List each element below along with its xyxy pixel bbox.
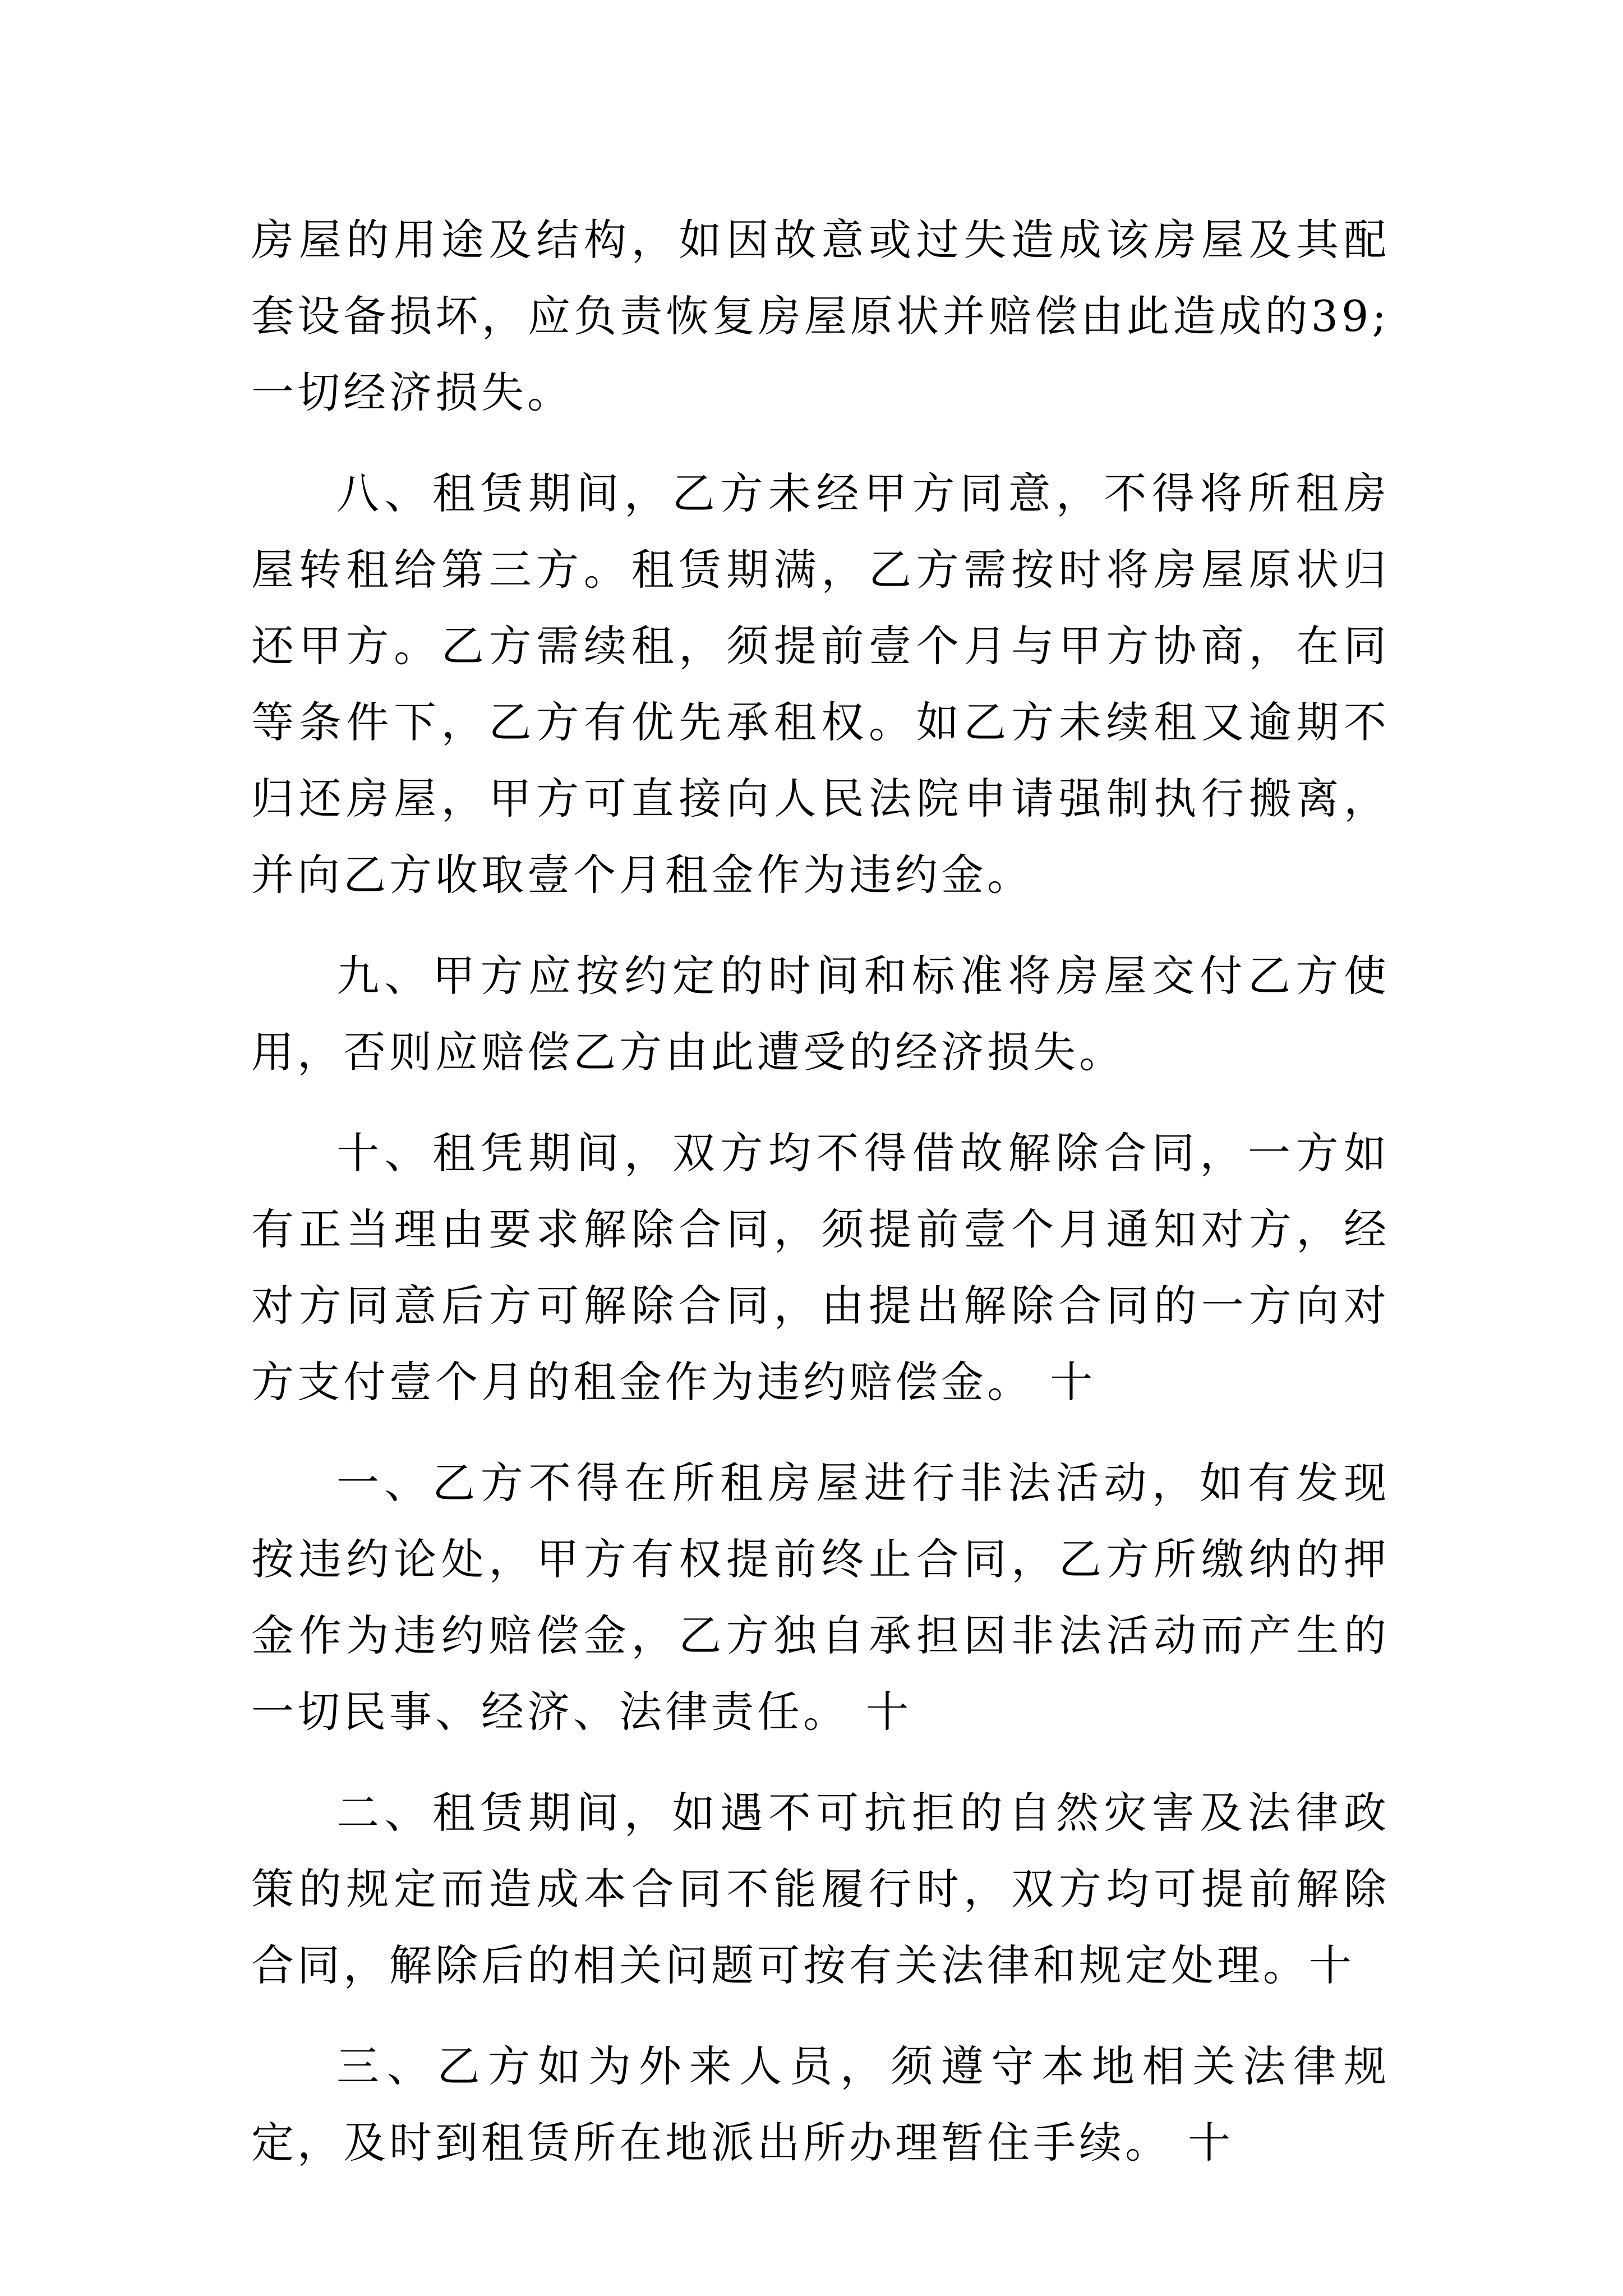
- paragraph-clause-12: 二、租赁期间，如遇不可抗拒的自然灾害及法律政策的规定而造成本合同不能履行时，双方均可提前解除合同，解除后的相关问题可按有关法律和规定处理。十: [251, 1788, 1390, 1990]
- paragraph-clause-13: 三、乙方如为外来人员，须遵守本地相关法律规定，及时到租赁所在地派出所办理暂住手续。 十: [251, 2041, 1390, 2168]
- paragraph-clause-9: 九、甲方应按约定的时间和标准将房屋交付乙方使用，否则应赔偿乙方由此遭受的经济损失。: [251, 951, 1390, 1077]
- paragraph-clause-11: 一、乙方不得在所租房屋进行非法活动，如有发现按违约论处，甲方有权提前终止合同，乙方所缴纳的押金作为违约赔偿金，乙方独自承担因非法活动而产生的一切民事、经济、法律责任。 十: [251, 1458, 1390, 1737]
- paragraph-continuation: 房屋的用途及结构，如因故意或过失造成该房屋及其配套设备损坏，应负责恢复房屋原状并赔偿由此造成的39;一切经济损失。: [251, 215, 1390, 417]
- paragraph-clause-8: 八、租赁期间，乙方未经甲方同意，不得将所租房屋转租给第三方。租赁期满，乙方需按时将房屋原状归还甲方。乙方需续租，须提前壹个月与甲方协商，在同等条件下，乙方有优先承租权。如乙方未续租又逾期不归还房屋，甲方可直接向人民法院申请强制执行搬离，并向乙方收取壹个月租金作为违约金。: [251, 468, 1390, 900]
- paragraph-clause-10: 十、租凭期间，双方均不得借故解除合同，一方如有正当理由要求解除合同，须提前壹个月通知对方，经对方同意后方可解除合同，由提出解除合同的一方向对方支付壹个月的租金作为违约赔偿金。 十: [251, 1128, 1390, 1407]
- contract-body: [251, 202, 1390, 2206]
